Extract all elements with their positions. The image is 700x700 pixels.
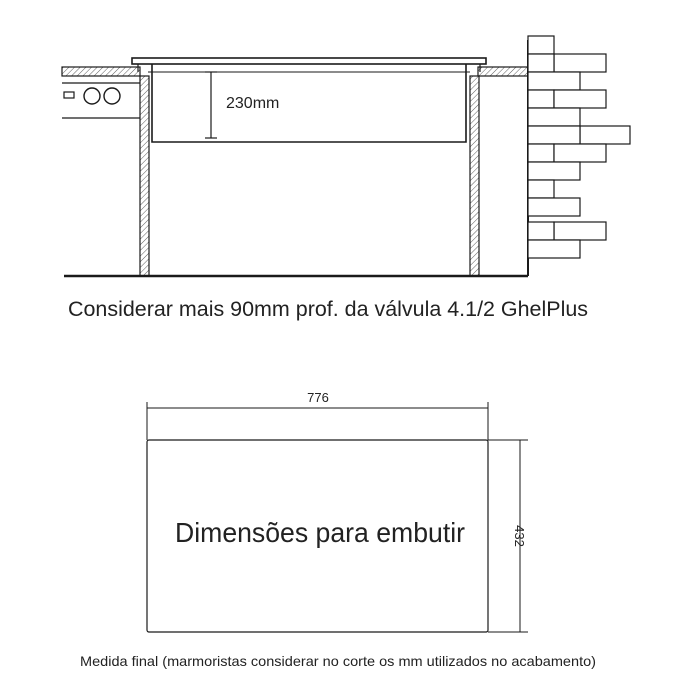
cutout-center-label: Dimensões para embutir (175, 517, 465, 548)
countertop-left (62, 67, 140, 76)
cabinet-wall-left (140, 76, 149, 276)
height-label: 432 (512, 525, 527, 547)
width-dimension (147, 402, 488, 440)
section-view (62, 36, 630, 321)
depth-label: 230mm (226, 95, 280, 112)
countertop-right (478, 67, 528, 76)
wall-outlet-icon (62, 83, 140, 118)
section-caption: Considerar mais 90mm prof. da válvula 4.1/2 GhelPlus (68, 298, 588, 321)
cutout-footnote: Medida final (marmoristas considerar no corte os mm utilizados no acabamento) (80, 653, 596, 669)
cutout-view (80, 390, 596, 669)
depth-dimension (205, 72, 217, 138)
cabinet-wall-right (470, 76, 479, 276)
sink-flange (132, 58, 486, 64)
width-label: 776 (307, 390, 329, 405)
brick-wall (528, 36, 630, 258)
sink-bowl (152, 64, 466, 142)
